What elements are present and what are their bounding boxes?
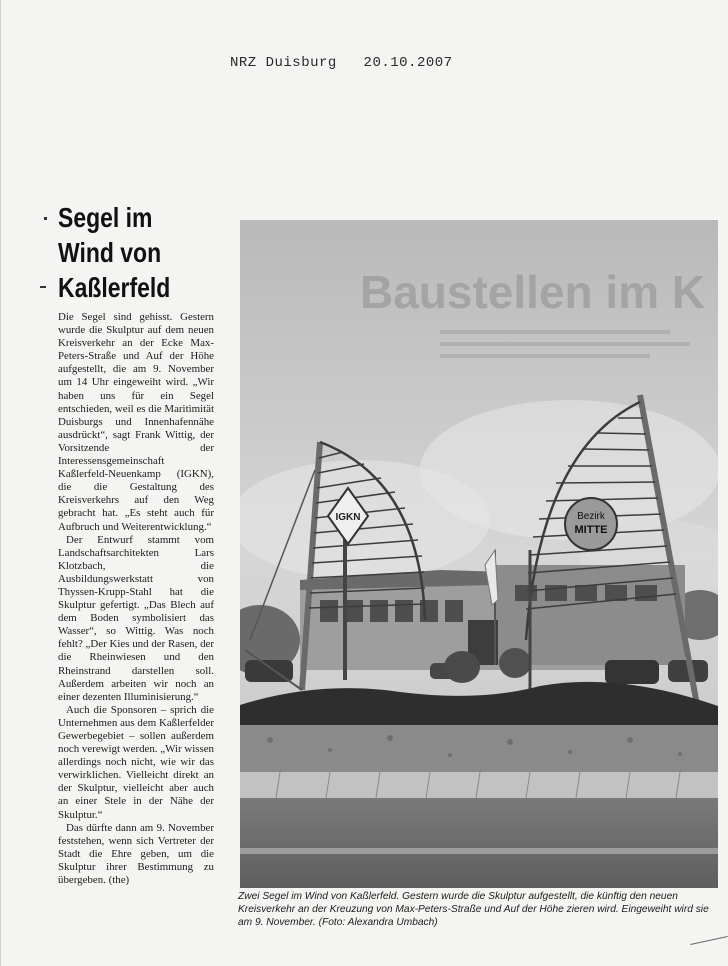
bush [499,648,531,678]
article-paragraph: Der Entwurf stammt vom Landschaftsarchitekten Lars Klotzbach, die Ausbildungswerkstatt von Thyssen-Krupp-Stahl hat die Skulptur gefertigt. „Das Blech auf dem Boden symbolisiert das Wasser“, so Wittig. Was noch fehlt? „Der Kies und der Rasen, der die Rheinwiesen und den Rheinstrand darstellen soll. Außerdem arbeiten wir noch an einer dezenten Illuminisierung.“ [58,533,214,703]
publication-date: 20.10.2007 [363,55,453,71]
gravel-bed [240,725,718,773]
igkn-sign-text: IGKN [335,512,361,523]
bullet-mark [44,217,47,220]
article-headline [58,200,197,305]
headline-line: Segel im [58,202,153,233]
headline-line: Kaßlerfeld [58,272,171,303]
article-paragraph: Auch die Sponsoren – sprich die Unternehmen aus dem Kaßlerfelder Gewerbegebiet – sollen außerdem noch verewigt werden. „Wir wissen allerdings noch nicht, wie wir das verwirklichen. Vielleicht direkt an der Skulptur, vielleicht aber auch an einer Stele in der Nähe der Skulptur.“ [58,703,214,821]
banner-text-line [440,330,670,334]
mitte-sign-text: MITTE [574,524,608,536]
banner-text-line [440,342,690,346]
headline-line: Wind von [58,237,162,268]
article-paragraph: Die Segel sind gehisst. Gestern wurde die Skulptur auf dem neuen Kreisverkehr an der Ecke Max-Peters-Straße und Auf der Höhe aufgestellt, die am 9. November um 14 Uhr eingeweiht wird. „Wir haben uns für ein Segel entschieden, weil es die Maritimität Duisburgs und Innenhafennähe ausdrückt“, sagt Frank Wittig, der Vorsitzende der Interessensgemeinschaft Kaßlerfeld-Neuenkamp (IGKN), die die Gestaltung des Kreisverkehrs auf den Weg gebracht hat. „Es steht auch für Aufbruch und Weiterentwicklung.“ [58,311,214,533]
article-body [58,311,214,887]
bezirk-mitte-sign [565,498,617,550]
article-photo [240,220,718,888]
banner-text-line [440,354,650,358]
car [605,660,659,684]
page-header [230,55,453,71]
newspaper-source: NRZ Duisburg [230,55,337,71]
scan-edge [0,0,1,966]
road [240,798,718,888]
dash-mark [40,286,46,288]
sail-sculpture-photo [240,220,718,888]
bezirk-sign-text: Bezirk [577,511,605,522]
bush [444,651,480,683]
scan-artifact [690,936,727,945]
article-paragraph: Das dürfte dann am 9. November feststehen, wenn sich Vertreter der Stadt die Ehre geben, um die Skulptur ihrer Bestimmung zu übergeben. (the) [58,821,214,887]
photo-caption: Zwei Segel im Wind von Kaßlerfeld. Gestern wurde die Skulptur aufgestellt, die künftig den neuen Kreisverkehr an der Kreuzung von Max-Peters-Straße und Auf der Höhe zieren wird. Eingeweiht wird sie am 9. November. (Foto: Alexandra Umbach) [238,891,709,929]
banner-text: Baustellen im K [360,266,706,318]
road-marking [240,848,718,854]
